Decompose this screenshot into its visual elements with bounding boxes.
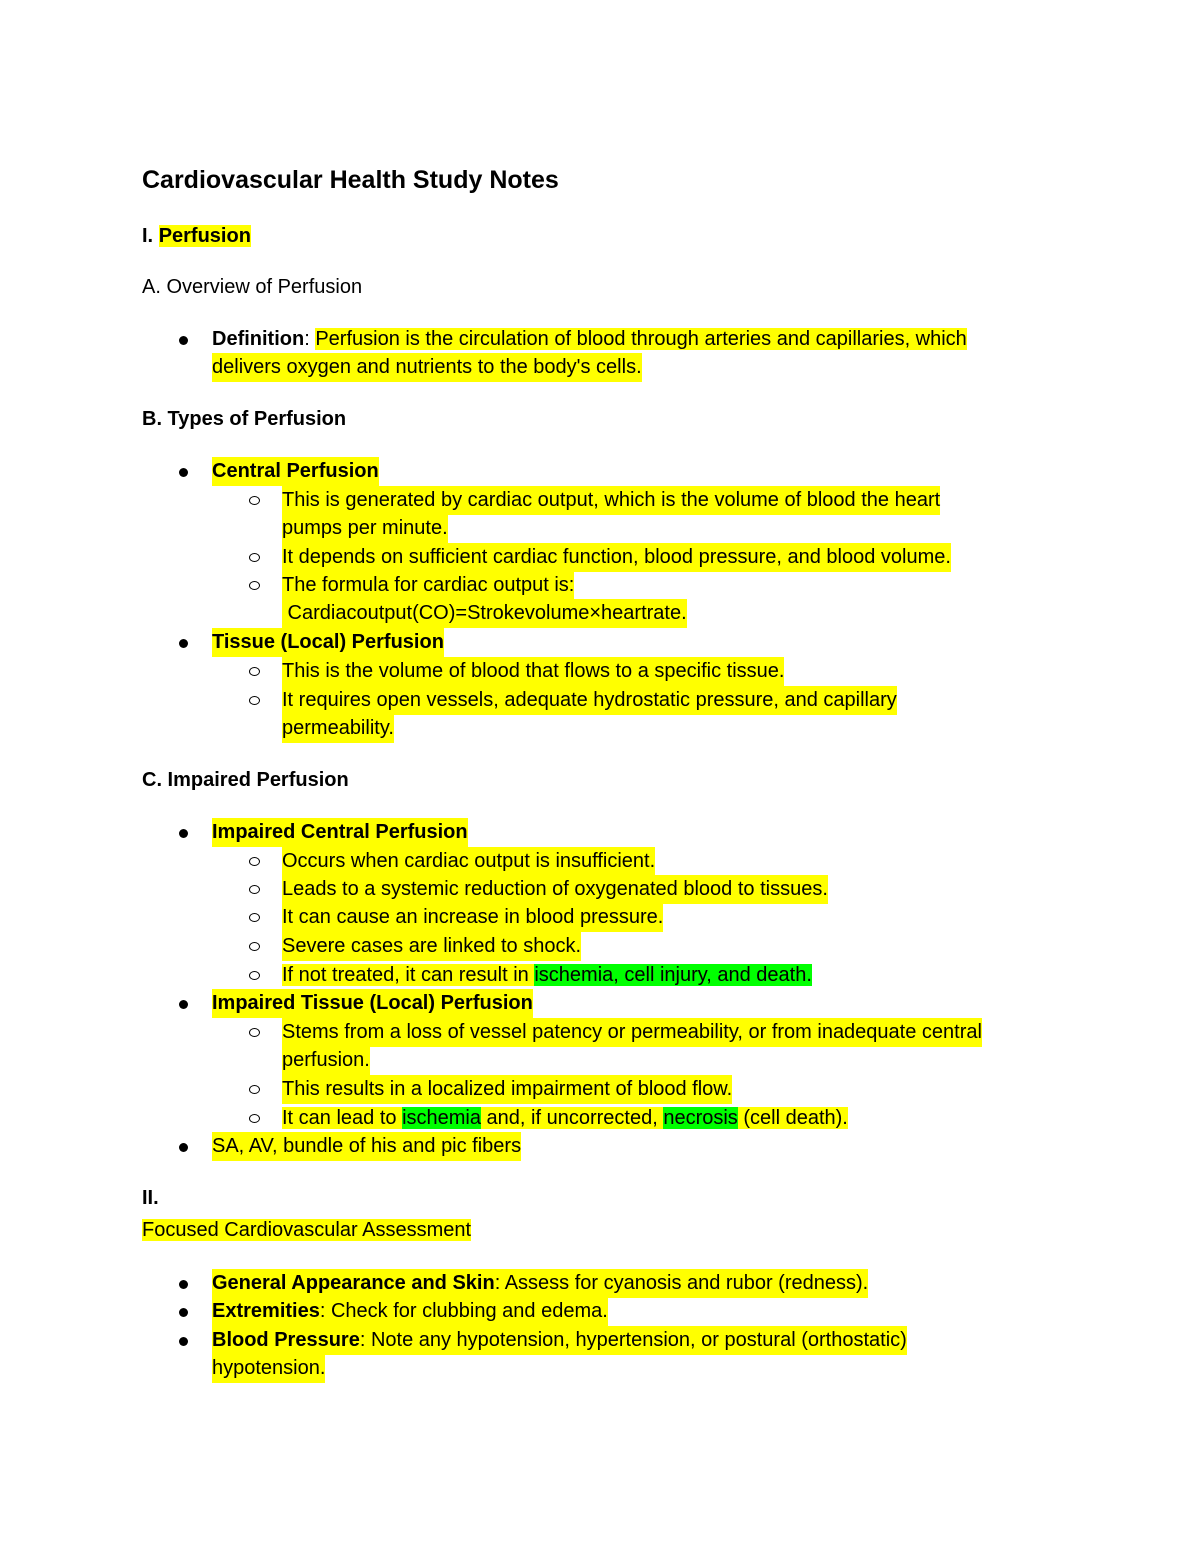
assessment-label: General Appearance and Skin	[212, 1272, 495, 1294]
circle-bullet-icon	[249, 581, 260, 590]
sub-item-text: Severe cases are linked to shock.	[282, 932, 581, 961]
sub-item-text: It can cause an increase in blood pressure.	[282, 903, 663, 932]
definition-text: Perfusion is the circulation of blood through arteries and capillaries, which	[315, 328, 967, 350]
tissue-perfusion-heading: Tissue (Local) Perfusion	[212, 628, 444, 657]
assessment-text: : Check for clubbing and edema.	[319, 1300, 608, 1322]
subsection-c-heading: C. Impaired Perfusion	[142, 769, 349, 791]
green-highlight-text: necrosis	[663, 1107, 738, 1129]
section-2-title	[142, 1216, 471, 1244]
sub-item-text: (cell death).	[737, 1107, 848, 1129]
bullet-icon	[179, 1337, 188, 1346]
sub-item-text: Occurs when cardiac output is insufficient.	[282, 847, 655, 876]
circle-bullet-icon	[249, 913, 260, 922]
impaired-tissue-heading: Impaired Tissue (Local) Perfusion	[212, 989, 533, 1018]
circle-bullet-icon	[249, 1085, 260, 1094]
circle-bullet-icon	[249, 885, 260, 894]
definition-label: Definition	[212, 328, 305, 350]
sub-item-text: The formula for cardiac output is:	[282, 571, 574, 600]
sub-item-text: perfusion.	[282, 1046, 370, 1075]
circle-bullet-icon	[249, 1028, 260, 1037]
circle-bullet-icon	[249, 1114, 260, 1123]
bullet-icon	[179, 1308, 188, 1317]
sub-item-text: If not treated, it can result in	[282, 964, 535, 986]
sub-item-text: This is the volume of blood that flows to a specific tissue.	[282, 657, 784, 686]
bullet-icon	[179, 1280, 188, 1289]
sub-item-text: and, if uncorrected,	[481, 1107, 664, 1129]
subsection-a-heading: A. Overview of Perfusion	[142, 276, 363, 298]
section-1-heading	[142, 222, 251, 250]
bullet-icon	[179, 336, 188, 345]
sub-item-text: Stems from a loss of vessel patency or permeability, or from inadequate central	[282, 1018, 982, 1047]
assessment-text: : Assess for cyanosis and rubor (redness).	[494, 1272, 869, 1294]
circle-bullet-icon	[249, 667, 260, 676]
section-2-numeral: II.	[142, 1187, 159, 1209]
sub-item-text: This is generated by cardiac output, which is the volume of blood the heart	[282, 486, 940, 515]
subsection-b-heading: B. Types of Perfusion	[142, 408, 347, 430]
green-highlight-text: ischemia	[402, 1107, 481, 1129]
green-highlight-text: ischemia, cell injury, and death.	[534, 964, 812, 986]
central-perfusion-heading: Central Perfusion	[212, 457, 379, 486]
sub-item-text: It can lead to	[282, 1107, 403, 1129]
definition-text-cont: delivers oxygen and nutrients to the body's cells.	[212, 353, 642, 382]
circle-bullet-icon	[249, 857, 260, 866]
bullet-icon	[179, 468, 188, 477]
sub-item-text: pumps per minute.	[282, 514, 448, 543]
definition-colon: :	[304, 328, 310, 350]
section-1-title: Perfusion	[158, 225, 251, 247]
assessment-label: Extremities	[212, 1300, 320, 1322]
assessment-text: : Note any hypotension, hypertension, or postural (orthostatic)	[359, 1329, 907, 1351]
assessment-label: Blood Pressure	[212, 1329, 360, 1351]
sub-item-text: It depends on sufficient cardiac function, blood pressure, and blood volume.	[282, 543, 951, 572]
impaired-central-heading: Impaired Central Perfusion	[212, 818, 468, 847]
assessment-text-cont: hypotension.	[212, 1354, 325, 1383]
document-title: Cardiovascular Health Study Notes	[142, 166, 559, 194]
circle-bullet-icon	[249, 971, 260, 980]
circle-bullet-icon	[249, 942, 260, 951]
bullet-icon	[179, 639, 188, 648]
circle-bullet-icon	[249, 553, 260, 562]
sub-item-text: This results in a localized impairment of blood flow.	[282, 1075, 732, 1104]
sub-item-text: permeability.	[282, 714, 394, 743]
sub-item-text: It requires open vessels, adequate hydrostatic pressure, and capillary	[282, 686, 897, 715]
section-2-title-text: Focused Cardiovascular Assessment	[142, 1219, 472, 1241]
circle-bullet-icon	[249, 696, 260, 705]
cardiac-output-formula: Cardiacoutput(CO)=Strokevolume×heartrate.	[282, 599, 687, 628]
circle-bullet-icon	[249, 496, 260, 505]
sub-item-text: Leads to a systemic reduction of oxygenated blood to tissues.	[282, 875, 828, 904]
bullet-icon	[179, 1000, 188, 1009]
bullet-icon	[179, 829, 188, 838]
bullet-icon	[179, 1143, 188, 1152]
conduction-note: SA, AV, bundle of his and pic fibers	[212, 1132, 521, 1161]
section-1-numeral: I.	[142, 225, 154, 247]
